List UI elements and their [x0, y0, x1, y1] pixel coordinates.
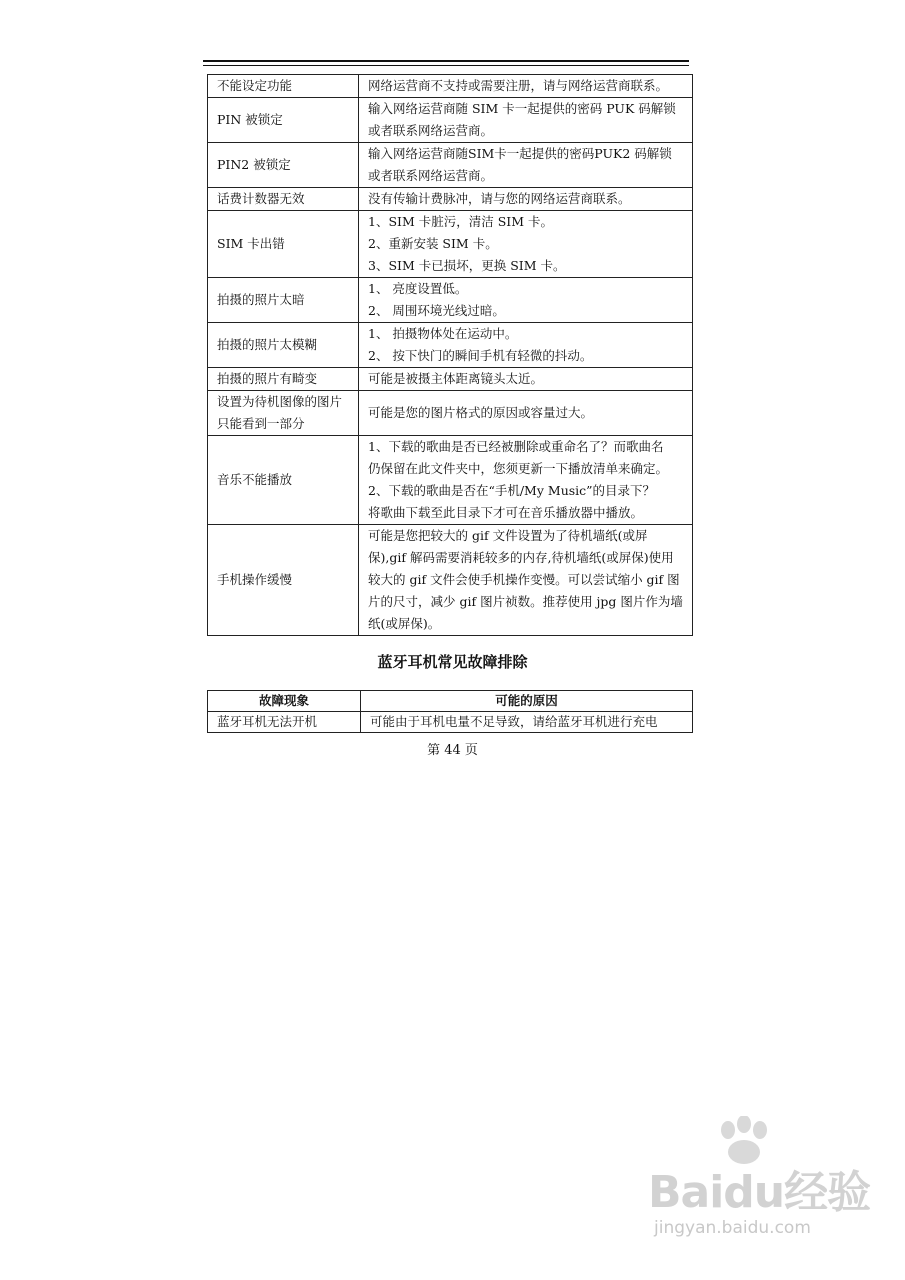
solution-cell: 可能是您把较大的 gif 文件设置为了待机墙纸(或屏保),gif 解码需要消耗较多的内存,待机墙纸(或屏保)使用较大的 gif 文件会使手机操作变慢。可以尝试缩小 gif 图片的尺寸，减少 gif 图片祯数。推荐使用 jpg 图片作为墙纸(或屏保)。: [359, 525, 693, 636]
symptom-cell: 不能设定功能: [208, 75, 359, 98]
table-row: [208, 143, 693, 188]
page-number: 第 44 页: [427, 743, 478, 758]
section-title: 蓝牙耳机常见故障排除: [377, 653, 528, 671]
symptom-cell: PIN 被锁定: [208, 98, 359, 143]
table-row: [208, 211, 693, 278]
table-row: [208, 436, 693, 525]
solution-cell: 可能是被摄主体距离镜头太近。: [359, 368, 693, 391]
symptom-cell: 拍摄的照片太暗: [208, 278, 359, 323]
solution-cell: 1、 拍摄物体处在运动中。 2、 按下快门的瞬间手机有轻微的抖动。: [359, 323, 693, 368]
symptom-cell: 拍摄的照片太模糊: [208, 323, 359, 368]
troubleshooting-table: [207, 74, 693, 636]
table-row: [208, 712, 693, 733]
bluetooth-table: [207, 690, 693, 733]
header-rule-thin: [203, 65, 689, 66]
symptom-cell: SIM 卡出错: [208, 211, 359, 278]
solution-cell: 1、下载的歌曲是否已经被删除或重命名了？而歌曲名 仍保留在此文件夹中，您须更新一下播放清单来确定。 2、下载的歌曲是否在“手机/My Music”的目录下？ 将歌曲下载至此目录下才可在音乐播放器中播放。: [359, 436, 693, 525]
symptom-cell: 话费计数器无效: [208, 188, 359, 211]
table-row: [208, 323, 693, 368]
solution-cell: 输入网络运营商随 SIM 卡一起提供的密码 PUK 码解锁 或者联系网络运营商。: [359, 98, 693, 143]
symptom-cell: 手机操作缓慢: [208, 525, 359, 636]
table-row: [208, 98, 693, 143]
solution-cell: 没有传输计费脉冲，请与您的网络运营商联系。: [359, 188, 693, 211]
table-row: [208, 368, 693, 391]
solution-cell: 1、 亮度设置低。 2、 周围环境光线过暗。: [359, 278, 693, 323]
symptom-cell: 音乐不能播放: [208, 436, 359, 525]
solution-cell: 1、SIM 卡脏污，清洁 SIM 卡。 2、重新安装 SIM 卡。 3、SIM 卡已损坏，更换 SIM 卡。: [359, 211, 693, 278]
table-row: [208, 188, 693, 211]
solution-cell: 输入网络运营商随SIM卡一起提供的密码PUK2 码解锁 或者联系网络运营商。: [359, 143, 693, 188]
watermark-url: jingyan.baidu.com: [654, 1218, 811, 1238]
symptom-cell: 设置为待机图像的图片只能看到一部分: [208, 391, 359, 436]
solution-cell: 网络运营商不支持或需要注册，请与网络运营商联系。: [359, 75, 693, 98]
symptom-cell: 蓝牙耳机无法开机: [208, 712, 361, 733]
symptom-cell: 拍摄的照片有畸变: [208, 368, 359, 391]
table-row: [208, 391, 693, 436]
table-row: [208, 278, 693, 323]
table-header-row: [208, 691, 693, 712]
header-cause: 可能的原因: [361, 691, 693, 712]
table-row: [208, 75, 693, 98]
solution-cell: 可能是您的图片格式的原因或容量过大。: [359, 391, 693, 436]
symptom-cell: PIN2 被锁定: [208, 143, 359, 188]
watermark-logo: Baidu经验: [648, 1167, 871, 1218]
baidu-watermark: [648, 1138, 871, 1248]
cause-cell: 可能由于耳机电量不足导致，请给蓝牙耳机进行充电: [361, 712, 693, 733]
header-symptom: 故障现象: [208, 691, 361, 712]
header-rule: [203, 60, 689, 62]
table-row: [208, 525, 693, 636]
